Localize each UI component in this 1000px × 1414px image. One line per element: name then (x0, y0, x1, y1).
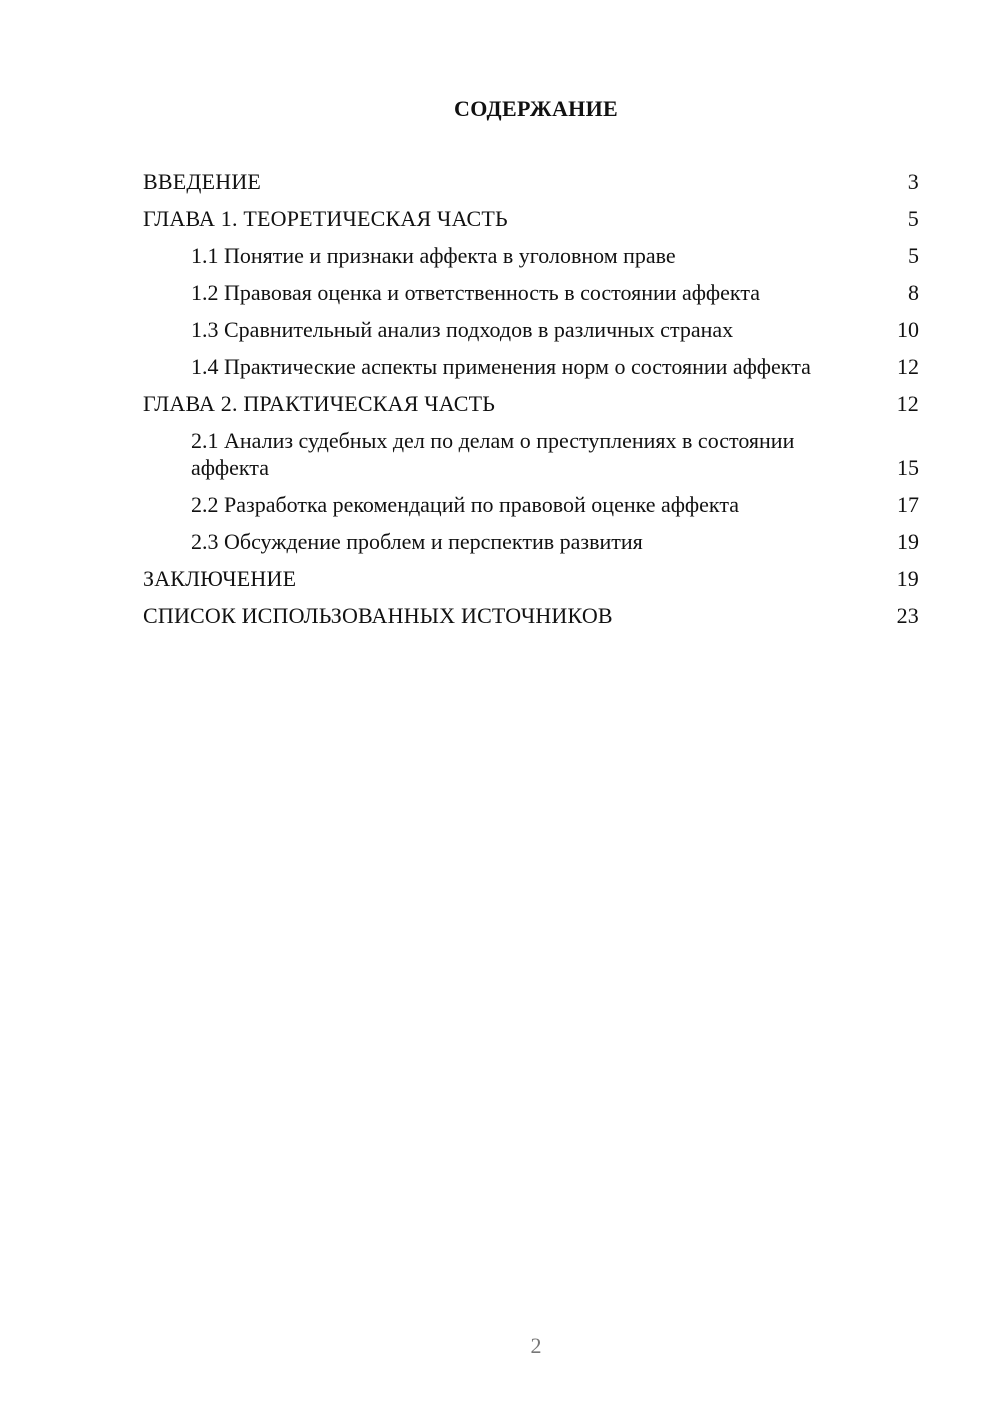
toc-entry-text: ГЛАВА 2. ПРАКТИЧЕСКАЯ ЧАСТЬ (143, 391, 496, 416)
toc-entry-text: 1.3 Сравнительный анализ подходов в различных странах (191, 317, 734, 342)
toc-entry-introduction (143, 168, 919, 195)
toc-entry-page: 5 (908, 243, 919, 268)
toc-entry-text: 1.2 Правовая оценка и ответственность в состоянии аффекта (191, 280, 760, 305)
toc-entry-section-1-3 (143, 316, 919, 343)
toc-entry-text: 2.3 Обсуждение проблем и перспектив развития (191, 529, 643, 554)
toc-entry-page: 17 (897, 492, 919, 517)
toc-entry-section-1-4 (143, 353, 919, 380)
toc-entry-section-2-1 (143, 427, 919, 481)
toc-entry-text: 2.2 Разработка рекомендаций по правовой оценке аффекта (191, 492, 739, 517)
toc-entry-text: ГЛАВА 1. ТЕОРЕТИЧЕСКАЯ ЧАСТЬ (143, 206, 508, 231)
toc-entry-text: ЗАКЛЮЧЕНИЕ (143, 566, 297, 591)
toc-entry-chapter-2 (143, 390, 919, 417)
toc-entry-page: 8 (908, 280, 919, 305)
toc-entry-section-1-2 (143, 279, 919, 306)
toc-entry-text: ВВЕДЕНИЕ (143, 169, 262, 194)
page-number: 2 (530, 1333, 542, 1358)
toc-entry-page: 19 (896, 566, 919, 591)
toc-entry-section-2-2 (143, 491, 919, 518)
toc-entry-page: 12 (896, 391, 919, 416)
toc-entry-text: 1.4 Практические аспекты применения норм о состоянии аффекта (191, 354, 811, 379)
toc-entry-section-1-1 (143, 242, 919, 269)
toc-entry-page: 19 (897, 529, 919, 554)
toc-entry-page: 23 (896, 603, 919, 628)
page-title: СОДЕРЖАНИЕ (454, 96, 618, 121)
table-of-contents (143, 168, 919, 639)
toc-entry-page: 5 (907, 206, 919, 231)
toc-entry-text: СПИСОК ИСПОЛЬЗОВАННЫХ ИСТОЧНИКОВ (143, 603, 613, 628)
toc-entry-page: 15 (897, 455, 919, 480)
toc-entry-page: 10 (897, 317, 919, 342)
toc-entry-page: 12 (897, 354, 919, 379)
toc-entry-chapter-1 (143, 205, 919, 232)
toc-entry-text: 1.1 Понятие и признаки аффекта в уголовном праве (191, 243, 676, 268)
toc-entry-text: 2.1 Анализ судебных дел по делам о преступлениях в состоянии аффекта (191, 428, 795, 480)
toc-entry-page: 3 (907, 169, 919, 194)
toc-entry-references (143, 602, 919, 629)
toc-entry-conclusion (143, 565, 919, 592)
toc-entry-section-2-3 (143, 528, 919, 555)
